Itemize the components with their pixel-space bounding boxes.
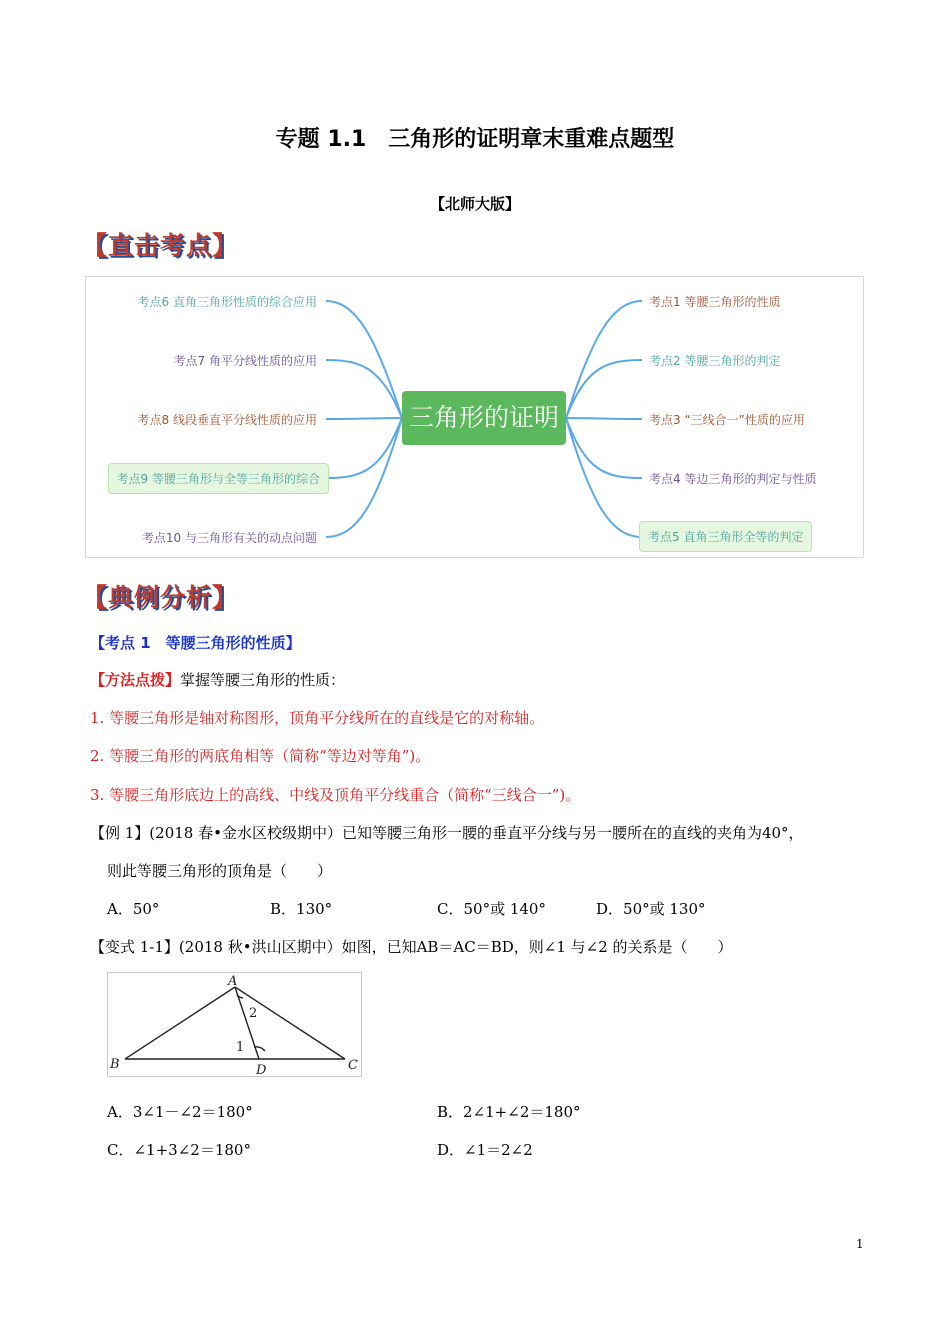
connector-left-3 — [326, 418, 402, 419]
connector-right-3 — [566, 418, 642, 419]
label-a: A — [228, 974, 238, 989]
document-title: 专题 1.1 三角形的证明章末重难点题型 — [275, 127, 675, 152]
branch-point-8: 考点8 线段垂直平分线性质的应用 — [137, 413, 317, 427]
mind-map — [85, 276, 864, 558]
mind-map-center: 三角形的证明 — [402, 391, 566, 445]
label-b: B — [110, 1057, 120, 1072]
edition-label: 【北师大版】 — [429, 195, 520, 213]
segment-ac — [235, 987, 345, 1059]
example1-option-d: D．50°或 130° — [596, 900, 706, 918]
label-d: D — [256, 1063, 267, 1076]
connector-right-4 — [566, 418, 642, 478]
label-angle2: 2 — [249, 1006, 258, 1021]
method-label: 【方法点拨】 — [90, 671, 181, 689]
triangle-figure — [107, 972, 362, 1077]
banner-key-points: 【直击考点】 — [82, 231, 239, 260]
property-point-1: 1. 等腰三角形是轴对称图形，顶角平分线所在的直线是它的对称轴。 — [90, 709, 545, 727]
method-text: 掌握等腰三角形的性质： — [180, 671, 346, 689]
example1-option-c: C．50°或 140° — [437, 900, 546, 918]
branch-point-1: 考点1 等腰三角形的性质 — [649, 295, 781, 309]
variant1-option-d: D．∠1＝2∠2 — [437, 1141, 533, 1159]
property-point-3: 3. 等腰三角形底边上的高线、中线及顶角平分线重合（简称“三线合一”)。 — [90, 786, 581, 804]
variant1-option-b: B．2∠1+∠2＝180° — [437, 1103, 581, 1121]
example1-option-a: A．50° — [107, 900, 160, 918]
connector-left-2 — [326, 360, 402, 418]
branch-point-2: 考点2 等腰三角形的判定 — [649, 354, 781, 368]
branch-point-4: 考点4 等边三角形的判定与性质 — [649, 472, 817, 486]
branch-point-3: 考点3 “三线合一”性质的应用 — [649, 413, 805, 427]
example1-stem-cont: 则此等腰三角形的顶角是（ ） — [107, 862, 333, 880]
section-heading: 【考点 1 等腰三角形的性质】 — [90, 634, 301, 652]
connector-right-2 — [566, 360, 642, 418]
branch-point-9: 考点9 等腰三角形与全等三角形的综合 — [108, 463, 329, 494]
branch-point-7: 考点7 角平分线性质的应用 — [173, 354, 317, 368]
page-number: 1 — [856, 1237, 864, 1251]
method-tip — [90, 669, 345, 690]
label-c: C — [348, 1058, 358, 1073]
branch-point-10: 考点10 与三角形有关的动点问题 — [141, 531, 317, 545]
variant1-stem: 【变式 1-1】(2018 秋•洪山区期中）如图，已知AB＝AC＝BD，则∠1 与∠2 的关系是（ ） — [90, 938, 733, 956]
connector-left-4 — [326, 418, 402, 478]
example1-stem: 【例 1】(2018 春•金水区校级期中）已知等腰三角形一腰的垂直平分线与另一腰所在的直线的夹角为40°， — [90, 824, 804, 842]
variant1-option-a: A．3∠1－∠2＝180° — [107, 1103, 253, 1121]
branch-point-6: 考点6 直角三角形性质的综合应用 — [137, 295, 317, 309]
banner-examples: 【典例分析】 — [82, 583, 239, 612]
example1-option-b: B．130° — [270, 900, 333, 918]
branch-point-5: 考点5 直角三角形全等的判定 — [639, 521, 812, 552]
property-point-2: 2. 等腰三角形的两底角相等（简称“等边对等角”)。 — [90, 747, 431, 765]
label-angle1: 1 — [236, 1040, 245, 1055]
triangle-diagram — [108, 973, 361, 1076]
variant1-option-c: C．∠1+3∠2＝180° — [107, 1141, 251, 1159]
segment-ab — [125, 987, 235, 1059]
